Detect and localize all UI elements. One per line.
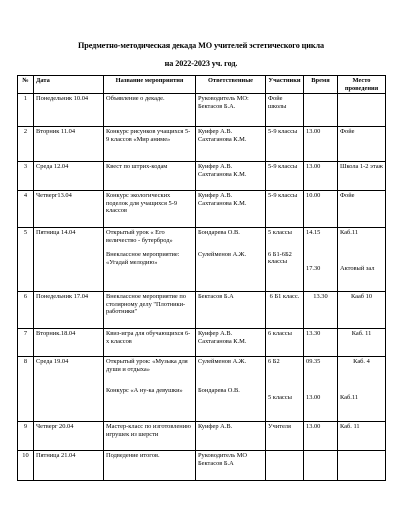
cell-time: 13.00 [304,422,338,451]
header-time: Время [304,76,338,94]
cell-time [304,357,338,422]
cell-place: Фойе [338,127,386,162]
cell-num: 1 [18,94,34,127]
responsible-part-a: Бондарева О.В. [198,229,240,237]
cell-place [338,94,386,127]
cell-date: Вторник 11.04 [34,127,104,162]
cell-participants [266,451,304,481]
cell-place [338,451,386,481]
header-num: № [18,76,34,94]
header-place: Место проведения [338,76,386,94]
cell-participants: Фойе школы [266,94,304,127]
time-part-a: 14.15 [306,229,321,237]
responsible-part-a: Сулейменов А.Ж. [198,358,247,366]
place-part-b: Актовый зал [340,264,375,272]
cell-responsible: Куифер А.В. Сахтаганова К.М. [196,127,266,162]
participants-part-b: 6 Б1-6Б2 классы [268,250,292,266]
table-row [18,127,386,162]
cell-num: 2 [18,127,34,162]
place-part-a: Каб. 4 [353,358,370,366]
cell-time: 13.30 [304,329,338,357]
cell-responsible: Руководитель МО Бектасов Б.А [196,451,266,481]
cell-responsible [196,357,266,422]
cell-responsible: Куифер А.В. Сахтаганова К.М. [196,162,266,191]
cell-time [304,451,338,481]
cell-num: 7 [18,329,34,357]
table-row [18,357,386,422]
header-responsible: Ответственные [196,76,266,94]
cell-responsible: Куифер А.В. [196,422,266,451]
cell-place: Каб. 11 [338,329,386,357]
cell-event: Внеклассное мероприятие по столярному делу "Плотники-работники" [104,292,196,329]
cell-responsible [196,228,266,292]
cell-participants: Учителя [266,422,304,451]
cell-num: 4 [18,191,34,228]
cell-date: Пятница 14.04 [34,228,104,292]
table-row [18,228,386,292]
cell-date: Пятница 21.04 [34,451,104,481]
event-part-b: Внеклассное мероприятие: «Угадай мелодию» [106,251,180,266]
header-event: Название мероприятия [104,76,196,94]
cell-event: Объявление о декаде. [104,94,196,127]
cell-place: Кааб 10 [338,292,386,329]
cell-date: Среда 19.04 [34,357,104,422]
cell-time [304,228,338,292]
participants-part-a: 6 Б2 [268,358,280,366]
document-subtitle [0,59,402,68]
table-row [18,162,386,191]
schedule-table [17,75,386,481]
cell-time: 10.00 [304,191,338,228]
cell-event: Квиз-игра для обучающихся 6-х классов [104,329,196,357]
event-part-a: Открытый урок « Его величество - бутерброд» [106,229,173,244]
cell-responsible: Бектасов Б.А [196,292,266,329]
cell-event [104,357,196,422]
cell-participants: 5-9 классы [266,162,304,191]
participants-part-b: 5 классы [268,393,292,401]
cell-responsible: Руководитель МО: Бектасов Б.А. [196,94,266,127]
time-part-a: 09.35 [306,358,321,366]
time-part-b: 17.30 [306,264,321,272]
place-part-a: Каб.11 [340,229,359,237]
cell-responsible: Куифер А.В. Сахтаганова К.М. [196,191,266,228]
cell-date: Вторник.18.04 [34,329,104,357]
cell-participants [266,228,304,292]
table-row [18,94,386,127]
subtitle-text: на 2022-2023 уч. год. [164,59,238,68]
responsible-part-b: Сулейменов А.Ж. [198,250,247,258]
cell-place [338,357,386,422]
cell-date: Понедельник 10.04 [34,94,104,127]
table-header-row [18,76,386,94]
header-date: Дата [34,76,104,94]
cell-num: 9 [18,422,34,451]
table-row [18,451,386,481]
responsible-part-b: Бондарева О.В. [198,386,240,394]
time-part-b: 13.00 [306,393,321,401]
cell-event: Квест по штрих-кодам [104,162,196,191]
cell-event: Конкурс экологических поделок для учащихся 5-9 классов [104,191,196,228]
cell-place: Фойе [338,191,386,228]
cell-place [338,228,386,292]
cell-num: 6 [18,292,34,329]
cell-participants: 5-9 классы [266,127,304,162]
cell-event: Подведение итогов. [104,451,196,481]
cell-date: Понедельник 17.04 [34,292,104,329]
cell-date: Четверг 20.04 [34,422,104,451]
cell-event [104,228,196,292]
cell-num: 8 [18,357,34,422]
cell-participants: 6 классы [266,329,304,357]
cell-time: 13.30 [304,292,338,329]
cell-responsible: Куифер А.В. Сахтаганова К.М. [196,329,266,357]
cell-date: Среда 12.04 [34,162,104,191]
cell-time: 13.00 [304,127,338,162]
cell-event: Мастер-класс по изготовлению игрушек из шерсти [104,422,196,451]
table-row [18,292,386,329]
table-row [18,191,386,228]
cell-participants: 6 Б1 класс. [266,292,304,329]
cell-participants: 5-9 классы [266,191,304,228]
cell-event: Конкурс рисунков учащихся 5-9 классов «Мир аниме» [104,127,196,162]
document-title: Предметно-методическая декада МО учителей эстетического цикла [78,41,324,50]
place-part-b: Каб.11 [340,393,359,401]
cell-time: 13.00 [304,162,338,191]
participants-part-a: 5 классы [268,229,292,237]
cell-date: Четверг13.04 [34,191,104,228]
cell-time [304,94,338,127]
cell-participants [266,357,304,422]
cell-num: 3 [18,162,34,191]
event-part-b: Конкурс «А ну-ка девушки» [106,387,183,395]
cell-num: 10 [18,451,34,481]
event-part-a: Открытый урок: «Музыка для души и отдыха» [106,358,188,373]
table-row [18,329,386,357]
header-participants: Участники [266,76,304,94]
cell-place: Школа 1-2 этаж [338,162,386,191]
cell-num: 5 [18,228,34,292]
table-row [18,422,386,451]
cell-place: Каб. 11 [338,422,386,451]
